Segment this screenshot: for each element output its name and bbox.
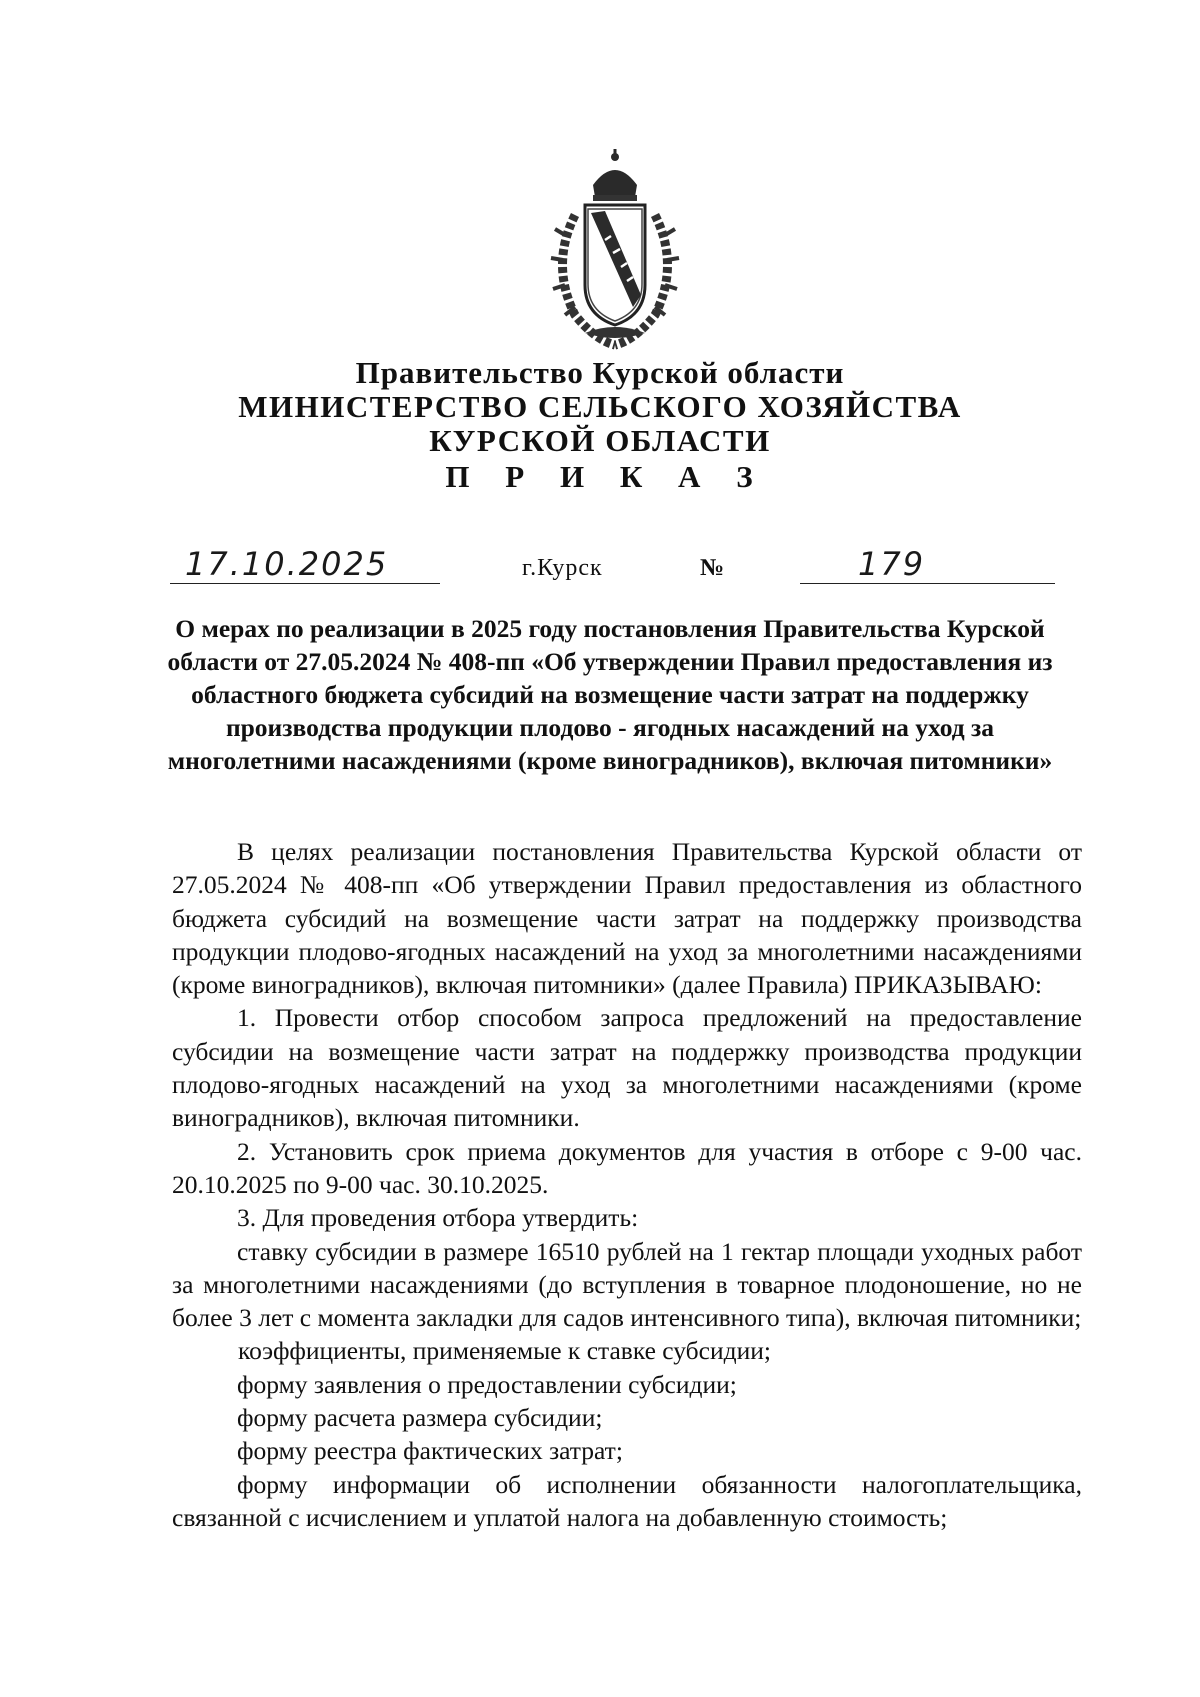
item-3-rate-paragraph: ставку субсидии в размере 16510 рублей на 1 гектар площади уходных работ за многолетними насаждениями (до вступления в товарное плодоношение, но не более 3 лет с момента закладки для садов интенсивного типа), включая питомники; [172, 1236, 1082, 1333]
item-1-paragraph: 1. Провести отбор способом запроса предложений на предоставление субсидии на возмещение части затрат на поддержку производства продукции плодово-ягодных насаждений на уход за многолетними насаждениями (кроме виноградников), включая питомники. [172, 1003, 1082, 1133]
item-3-form-tax-paragraph: форму информации об исполнении обязанности налогоплательщика, связанной с исчислением и уплатой налога на добавленную стоимость; [172, 1469, 1082, 1532]
item-3-coefficients-paragraph: коэффициенты, применяемые к ставке субсидии; [238, 1336, 771, 1366]
item-3-form-application-paragraph: форму заявления о предоставлении субсидии; [237, 1369, 737, 1399]
document-meta-row [0, 545, 1200, 595]
coat-of-arms-emblem [535, 145, 695, 350]
handwritten-date: 17.10.2025 [185, 545, 389, 583]
document-type: П Р И К А З [445, 459, 767, 494]
document-body [172, 835, 1082, 1534]
item-3-form-registry-paragraph: форму реестра фактических затрат; [237, 1436, 623, 1466]
item-3-form-calc-paragraph: форму расчета размера субсидии; [237, 1403, 603, 1433]
government-name: Правительство Курской области [355, 355, 845, 390]
date-underline [170, 583, 440, 584]
ministry-name-line2: КУРСКОЙ ОБЛАСТИ [429, 423, 771, 458]
number-underline [800, 583, 1055, 584]
city-label: г.Курск [522, 555, 603, 581]
number-sign: № [700, 555, 725, 581]
document-title: О мерах по реализации в 2025 году постановления Правительства Курской области от 27.05.2024 № 408-пп «Об утверждении Правил предоставления из областного бюджета субсидий на возмещение части затрат на поддержку производства продукции плодово - ягодных насаждений на уход за многолетними насаждениями (кроме виноградников), включая питомники» [167, 614, 1053, 775]
preamble-paragraph: В целях реализации постановления Правительства Курской области от 27.05.2024 № 408-пп «Об утверждении Правил предоставления из областного бюджета субсидий на возмещение части затрат на поддержку производства продукции плодово-ягодных насаждений на уход за многолетними насаждениями (кроме виноградников), включая питомники» (далее Правила) ПРИКАЗЫВАЮ: [172, 837, 1082, 1000]
ministry-name-line1: МИНИСТЕРСТВО СЕЛЬСКОГО ХОЗЯЙСТВА [238, 389, 962, 424]
item-2-paragraph: 2. Установить срок приема документов для участия в отборе с 9-00 час. 20.10.2025 по 9-00 час. 30.10.2025. [172, 1136, 1082, 1199]
handwritten-number: 179 [858, 545, 926, 583]
item-3-paragraph: 3. Для проведения отбора утвердить: [237, 1203, 639, 1233]
document-header [0, 356, 1200, 494]
